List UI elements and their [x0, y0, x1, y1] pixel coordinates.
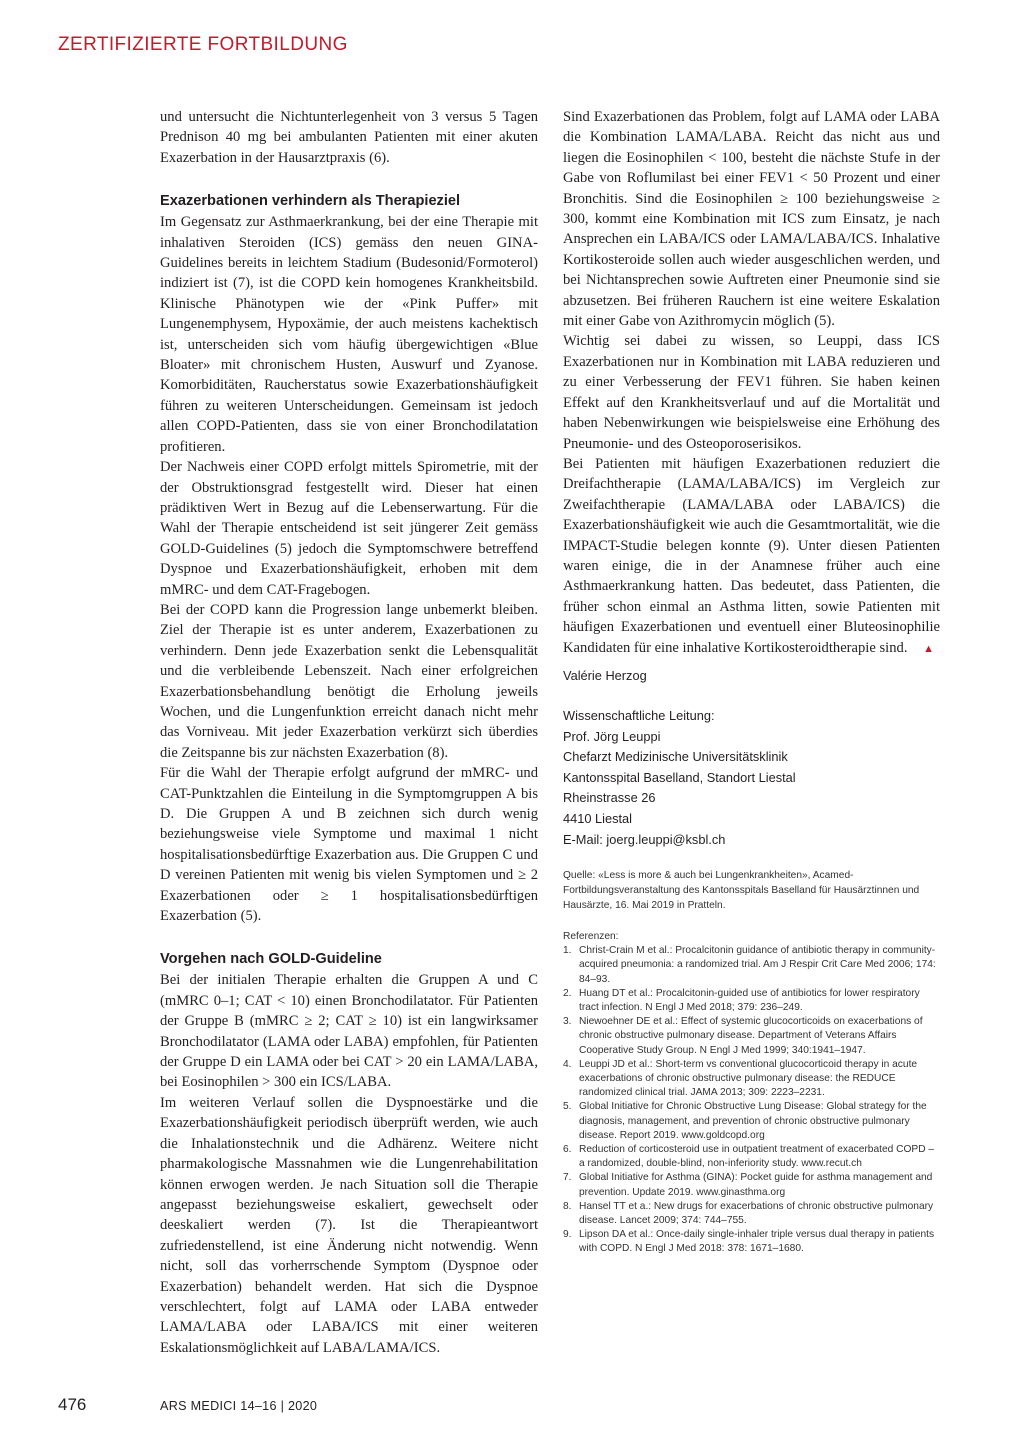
affiliation-line: Kantonsspital Baselland, Standort Liestal	[563, 769, 796, 785]
reference-text: Christ-Crain M et al.: Procalcitonin guidance of antibiotic therapy in community-acquired pneumonia: a randomized trial. Am J Respir Crit Care Med 2006; 174: 84–93.	[579, 945, 936, 985]
paragraph: Bei der COPD kann die Progression lange unbemerkt bleiben. Ziel der Therapie ist es unter anderem, Exazerbationen zu verhindern. Denn jede Exazerbation senkt die Lebensqualität und die verbleibende Lebenszeit. Nach einer erfolgreichen Exazerbationsbehandlung benötigt die Erholung jeweils Wochen, und die Lungenfunktion erreicht danach nicht mehr das Vorniveau. Mit jeder Exazerbation verkürzt sich überdies die Zeitspanne bis zur nächsten Exazerbation (8).	[160, 601, 538, 761]
reference-number: 3.	[563, 1016, 572, 1028]
reference-text: Leuppi JD et al.: Short-term vs conventional glucocorticoid therapy in acute exacerbations of chronic obstructive pulmonary disease: the REDUCE randomized clinical trial. JAMA 2013; 309: 2223–2231.	[579, 1058, 918, 1099]
reference-text: Reduction of corticosteroid use in outpatient treatment of exacerbated COPD – a randomized, double-blind, non-inferiority study. www.recut.ch	[579, 1143, 935, 1170]
section-heading: Exazerbationen verhindern als Therapieziel	[160, 193, 461, 210]
reference-number: 5.	[563, 1101, 572, 1113]
reference-number: 9.	[563, 1229, 572, 1241]
right-column	[563, 107, 940, 1257]
reference-item	[563, 1200, 940, 1228]
section-heading: Vorgehen nach GOLD-Guideline	[160, 951, 382, 968]
section-header: ZERTIFIZIERTE FORTBILDUNG	[58, 34, 348, 55]
author: Valérie Herzog	[563, 667, 647, 683]
reference-number: 8.	[563, 1200, 572, 1212]
reference-item	[563, 987, 940, 1015]
paragraph: Für die Wahl der Therapie erfolgt aufgrund der mMRC- und CAT-Punktzahlen die Einteilung in die Symptomgruppen A bis D. Die Gruppen A und B zeichnen sich durch wenig beziehungsweise viele Symptome und maximal 1 nicht hospitalisationsbedürftige Exazerbation aus. Die Gruppen C und D vereinen Patienten mit wenig bis vielen Symptomen und ≥ 2 Exazerbationen oder ≥ 1 hospitalisationsbedürftigen Exazerbation (5).	[160, 765, 538, 925]
reference-text: Niewoehner DE et al.: Effect of systemic glucocorticoids on exacerbations of chronic obstructive pulmonary disease. Department of Veterans Affairs Cooperative Study Group. N Engl J Med 1999; 340:1941–1947.	[579, 1016, 923, 1056]
affiliation-line: Rheinstrasse 26	[563, 790, 656, 806]
reference-text: Hansel TT et a.: New drugs for exacerbations of chronic obstructive pulmonary disease. Lancet 2009; 374: 744–755.	[579, 1200, 934, 1226]
reference-text: Lipson DA et al.: Once-daily single-inhaler triple versus dual therapy in patients with COPD. N Engl J Med 2018: 378: 1671–1680.	[579, 1229, 935, 1255]
paragraph-text: Bei Patienten mit häufigen Exazerbationen reduziert die Dreifachtherapie (LAMA/LABA/ICS) im Vergleich zur Zweifachtherapie (LAMA/LABA oder LABA/ICS) die Exazerbationshäufigkeit wie auch die Gesamtmortalität, wie die IMPACT-Studie belegen konnte (9). Unter diesen Patienten waren einige, die in der Anamnese früher auch eine Asthmaerkrankung hatten. Das bedeutet, dass Patienten, die früher schon einmal an Asthma litten, sowie Patienten mit häufigen Exazerbationen und eventuell einer Bluteosinophilie Kandidaten für eine inhalative Kortikosteroidtherapie sind.	[563, 455, 940, 656]
affiliation-line: Prof. Jörg Leuppi	[563, 728, 661, 744]
reference-item	[563, 1058, 940, 1101]
paragraph: Im weiteren Verlauf sollen die Dyspnoestärke und die Exazerbationshäufigkeit periodisch überprüft werden, wie auch die Inhalationstechnik und die Adhärenz. Weitere nicht pharmakologische Massnahmen wie die Lungenrehabilitation können erwogen werden. Je nach Situation soll die Therapie angepasst beziehungsweise eskaliert, gewechselt oder deeskaliert werden (7). Ist die Therapieantwort zufriedenstellend, ist eine Änderung nicht notwendig. Wenn nicht, soll das vorherrschende Symptom (Dyspnoe oder Exazerbation) behandelt werden. Hat sich die Dyspnoe verschlechtert, folgt auf LAMA oder LABA entweder LAMA/LABA oder LABA/ICS mit einer weiteren Eskalationsmöglichkeit auf LABA/LAMA/ICS.	[160, 1094, 538, 1356]
reference-text: Global Initiative for Chronic Obstructive Lung Disease: Global strategy for the diagnosis, management, and prevention of chronic obstructive pulmonary disease. Report 2019. www.goldcopd.org	[579, 1101, 927, 1141]
reference-item	[563, 1228, 940, 1256]
journal-issue: ARS MEDICI 14–16 | 2020	[160, 1399, 318, 1413]
reference-text: Global Initiative for Asthma (GINA): Pocket guide for asthma management and prevention. Update 2019. www.ginasthma.org	[579, 1172, 933, 1198]
reference-number: 2.	[563, 987, 572, 999]
reference-item	[563, 1015, 940, 1058]
paragraph	[563, 454, 940, 658]
reference-number: 6.	[563, 1143, 572, 1155]
references-title: Referenzen:	[563, 931, 619, 943]
page-number: 476	[58, 1395, 87, 1414]
reference-number: 1.	[563, 945, 572, 957]
paragraph: Der Nachweis einer COPD erfolgt mittels Spirometrie, mit der der Obstruktionsgrad festgestellt wird. Dieser hat einen prädiktiven Wert in Bezug auf die Lebenserwartung. Für die Wahl der Therapie entscheidend ist seit jüngerer Zeit gemäss GOLD-Guidelines (5) jedoch die Symptomschwere betreffend Dyspnoe und Exazerbationshäufigkeit, erhoben mit dem mMRC- und dem CAT-Fragebogen.	[160, 459, 538, 598]
affiliation-line: 4410 Liestal	[563, 810, 633, 826]
reference-text: Huang DT et al.: Procalcitonin-guided use of antibiotics for lower respiratory tract infection. N Engl J Med 2018; 379: 236–249.	[579, 987, 920, 1013]
paragraph: Im Gegensatz zur Asthmaerkrankung, bei der eine Therapie mit inhalativen Steroiden (ICS) gemäss den neuen GINA-Guidelines bereits in leichtem Stadium (Budesonid/Formoterol) indiziert ist (7), ist die COPD kein homogenes Krankheitsbild. Klinische Phänotypen wie der «Pink Puffer» mit Lungenemphysem, Hypoxämie, der auch meistens kachektisch ist, unterscheiden sich vom häufig übergewichtigen «Blue Bloater» mit chronischem Husten, Auswurf und Zyanose. Komorbiditäten, Raucherstatus sowie Exazerbationshäufigkeit führen zu weiteren Unterscheidungen. Gemeinsam ist jedoch allen COPD-Patienten, dass sie von einer Bronchodilatation profitieren.	[160, 214, 538, 455]
paragraph: Wichtig sei dabei zu wissen, so Leuppi, dass ICS Exazerbationen nur in Kombination mit LABA reduzieren und zu einer Verbesserung der FEV1 führen. Sie haben keinen Effekt auf den Krankheitsverlauf und auf die Mortalität und haben Nebenwirkungen wie beispielsweise eine Erhöhung des Pneumonie- und des Osteoporoserisikos.	[563, 333, 940, 452]
end-mark-icon: ▲	[923, 642, 934, 655]
affiliation-line: Wissenschaftliche Leitung:	[563, 707, 715, 723]
affiliation-line: Chefarzt Medizinische Universitätsklinik	[563, 749, 788, 765]
reference-number: 7.	[563, 1172, 572, 1184]
paragraph: und untersucht die Nichtunterlegenheit von 3 versus 5 Tagen Prednison 40 mg bei ambulanten Patienten mit einer akuten Exazerbation in der Hausarztpraxis (6).	[160, 109, 538, 166]
left-column	[160, 107, 538, 1358]
affiliation-block	[563, 706, 940, 850]
references-list	[563, 944, 940, 1256]
reference-item	[563, 1171, 940, 1199]
reference-item	[563, 1143, 940, 1171]
reference-item	[563, 1100, 940, 1143]
reference-item	[563, 944, 940, 987]
reference-number: 4.	[563, 1058, 572, 1070]
paragraph: Sind Exazerbationen das Problem, folgt auf LAMA oder LABA die Kombination LAMA/LABA. Reicht das nicht aus und liegen die Eosinophilen < 100, besteht die nächste Stufe in der Gabe von Roflumilast bei einer FEV1 < 50 Prozent und einer Bronchitis. Sind die Eosinophilen ≥ 100 beziehungsweise ≥ 300, kommt eine Kombination mit ICS zum Einsatz, je nach Ansprechen ein LABA/ICS oder LAMA/LABA/ICS. Inhalative Kortikosteroide sollen auch wieder ausgeschlichen werden, und bei Nichtansprechen sowie Auftreten einer Pneumonie sind sie abzusetzen. Bei früheren Rauchern ist eine weitere Eskalation mit einer Gabe von Azithromycin möglich (5).	[563, 109, 940, 330]
paragraph: Bei der initialen Therapie erhalten die Gruppen A und C (mMRC 0–1; CAT < 10) einen Bronchodilatator. Für Patienten der Gruppe B (mMRC ≥ 2; CAT ≥ 10) ist ein langwirksamer Bronchodilatator (LAMA oder LABA) empfohlen, für Patienten der Gruppe D ein LAMA oder bei CAT > 20 ein LAMA/LABA, bei Eosinophilen > 300 ein ICS/LABA.	[160, 972, 538, 1091]
email-link[interactable]: E-Mail: joerg.leuppi@ksbl.ch	[563, 831, 726, 847]
source-note: Quelle: «Less is more & auch bei Lungenkrankheiten», Acamed-Fortbildungsveranstaltung des Kantonsspitals Baselland für Hausärztinnen und Hausärzte, 16. Mai 2019 in Pratteln.	[563, 870, 920, 912]
